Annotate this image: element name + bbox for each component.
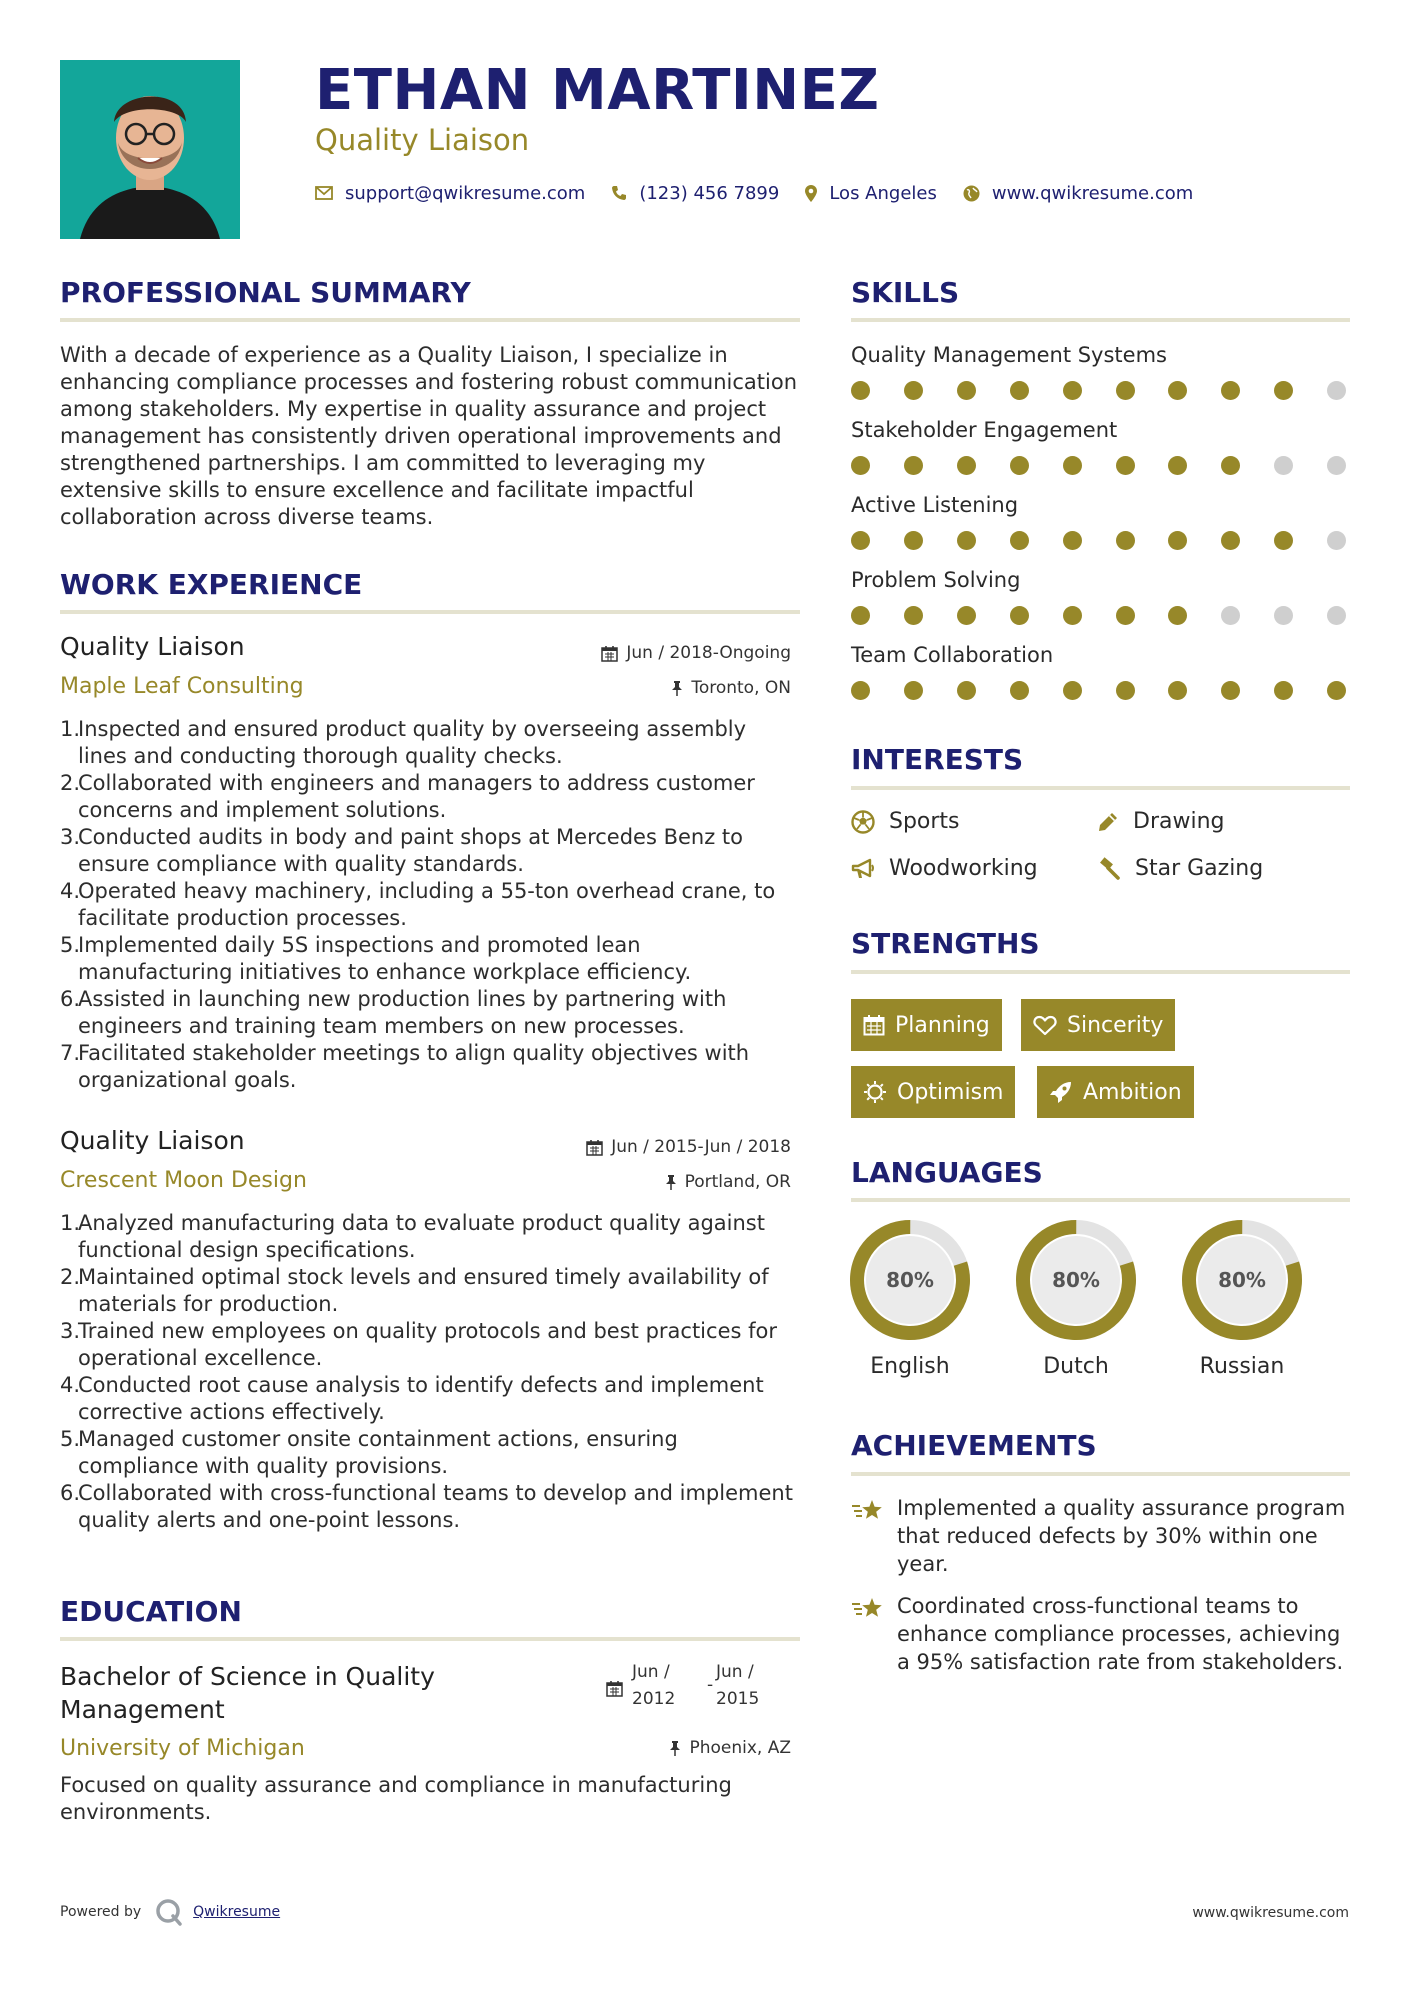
skill-dot-filled <box>957 456 976 475</box>
calendar-icon <box>606 1680 623 1697</box>
shooting-star-icon <box>851 1498 885 1524</box>
language-percent: 80% <box>1052 1268 1100 1292</box>
skill-dot-filled <box>1274 381 1293 400</box>
job-1-title: Quality Liaison <box>60 632 245 661</box>
skill-dot-empty <box>1274 606 1293 625</box>
skill-dot-filled <box>1063 531 1082 550</box>
skill-dot-empty <box>1327 606 1346 625</box>
education-end-month: Jun / <box>716 1662 754 1682</box>
skill-dot-filled <box>1168 681 1187 700</box>
language-dutch <box>1014 1218 1138 1379</box>
summary-text: With a decade of experience as a Quality Liaison, I specialize in enhancing compliance processes and fostering robust communication among stakeholders. My expertise in quality assurance and project management has consistently driven operational improvements and strengthened partnerships. I am committed to leveraging my extensive skills to ensure excellence and facilitate impactful collaboration across diverse teams. <box>60 343 798 529</box>
strength-label: Optimism <box>897 1079 1004 1105</box>
skill-dot-filled <box>1063 681 1082 700</box>
contact-email[interactable] <box>315 183 585 204</box>
calendar-icon <box>863 1014 885 1036</box>
skill-dot-filled <box>904 531 923 550</box>
skill-dot-empty <box>1274 456 1293 475</box>
sun-icon <box>863 1080 887 1104</box>
job-2-company: Crescent Moon Design <box>60 1168 307 1193</box>
phone-icon <box>611 185 627 201</box>
list-item: Collaborated with engineers and managers to address customer concerns and implement solutions. <box>78 771 755 822</box>
achievement-item <box>851 1494 1351 1578</box>
rocket-icon <box>1049 1080 1073 1104</box>
language-ring <box>1180 1218 1304 1342</box>
skill-dot-filled <box>1010 681 1029 700</box>
achievements-heading: ACHIEVEMENTS <box>851 1429 1097 1462</box>
experience-divider <box>60 610 800 614</box>
list-item: Inspected and ensured product quality by overseeing assembly lines and conducting thorough quality checks. <box>78 717 747 768</box>
interest-sports <box>851 809 960 834</box>
skill-dot-filled <box>1116 381 1135 400</box>
skill-dot-filled <box>1168 531 1187 550</box>
skills-divider <box>851 318 1350 322</box>
job-2-dates-text: Jun / 2015-Jun / 2018 <box>611 1137 791 1157</box>
pushpin-icon <box>671 680 683 697</box>
interest-drawing <box>1097 809 1224 834</box>
pushpin-icon <box>665 1174 677 1191</box>
skill-dot-filled <box>851 456 870 475</box>
list-item: Operated heavy machinery, including a 55-ton overhead crane, to facilitate production processes. <box>78 879 776 930</box>
skill-name: Stakeholder Engagement <box>851 418 1118 442</box>
powered-by-label: Powered by <box>60 1904 142 1920</box>
job-2-dates <box>586 1137 791 1157</box>
list-item: Maintained optimal stock levels and ensured timely availability of materials for production. <box>78 1265 769 1316</box>
megaphone-icon <box>851 858 875 880</box>
interest-label: Woodworking <box>889 856 1038 881</box>
skill-dot-filled <box>904 681 923 700</box>
contact-website[interactable] <box>963 183 1193 204</box>
strengths-heading: STRENGTHS <box>851 927 1040 960</box>
strength-label: Sincerity <box>1067 1012 1164 1038</box>
language-name: Russian <box>1199 1354 1285 1379</box>
achievement-text: Coordinated cross-functional teams to enhance compliance processes, achieving a 95% satisfaction rate from stakeholders. <box>897 1594 1344 1674</box>
list-item: Managed customer onsite containment actions, ensuring compliance with quality provisions. <box>78 1427 678 1478</box>
skill-dot-filled <box>1221 381 1240 400</box>
job-2-location-text: Portland, OR <box>684 1172 791 1192</box>
qwikresume-logo-icon <box>155 1898 183 1926</box>
skill-dot-filled <box>851 606 870 625</box>
gavel-icon <box>1097 857 1121 881</box>
candidate-name: ETHAN MARTINEZ <box>315 58 880 123</box>
achievements-divider <box>851 1472 1350 1476</box>
interests-heading: INTERESTS <box>851 743 1024 776</box>
candidate-role: Quality Liaison <box>315 123 530 157</box>
skill-rating <box>851 456 1351 476</box>
skill-dot-filled <box>957 606 976 625</box>
skill-dot-filled <box>904 381 923 400</box>
skill-dot-filled <box>1168 381 1187 400</box>
skill-dot-filled <box>1327 681 1346 700</box>
skill-name: Active Listening <box>851 493 1019 517</box>
experience-heading: WORK EXPERIENCE <box>60 568 363 601</box>
qwikresume-link[interactable]: Qwikresume <box>193 1904 281 1920</box>
language-name: Dutch <box>1043 1354 1109 1379</box>
education-start-year: 2012 <box>632 1689 676 1709</box>
summary-heading: PROFESSIONAL SUMMARY <box>60 276 471 309</box>
skill-dot-filled <box>1274 681 1293 700</box>
skill-dot-filled <box>957 681 976 700</box>
calendar-icon <box>601 645 618 662</box>
profile-photo <box>60 60 240 239</box>
interest-label: Drawing <box>1133 809 1225 834</box>
skill-name: Problem Solving <box>851 568 1021 592</box>
footer-url[interactable]: www.qwikresume.com <box>1192 1905 1349 1921</box>
job-1-location-text: Toronto, ON <box>691 678 791 698</box>
email-text[interactable]: support@qwikresume.com <box>345 182 586 204</box>
pushpin-icon <box>669 1740 681 1757</box>
education-degree <box>60 1660 435 1726</box>
contact-bar <box>315 179 1193 207</box>
achievement-item <box>851 1592 1351 1676</box>
skill-dot-filled <box>851 381 870 400</box>
strengths-divider <box>851 970 1350 974</box>
achievement-text: Implemented a quality assurance program that reduced defects by 30% within one year. <box>897 1496 1346 1576</box>
website-text[interactable]: www.qwikresume.com <box>991 182 1194 204</box>
education-description: Focused on quality assurance and compliance in manufacturing environments. <box>60 1773 732 1824</box>
language-percent: 80% <box>1218 1268 1266 1292</box>
skill-rating <box>851 531 1351 551</box>
skill-dot-empty <box>1327 531 1346 550</box>
skill-name: Team Collaboration <box>851 643 1054 667</box>
skill-dot-filled <box>1010 531 1029 550</box>
education-divider <box>60 1637 800 1641</box>
interest-label: Star Gazing <box>1135 856 1264 881</box>
skill-dot-filled <box>1168 456 1187 475</box>
skill-dot-filled <box>1063 456 1082 475</box>
strength-label: Ambition <box>1083 1079 1182 1105</box>
list-item: Facilitated stakeholder meetings to align quality objectives with organizational goals. <box>78 1041 750 1092</box>
skill-dot-empty <box>1221 606 1240 625</box>
skill-dot-filled <box>1116 456 1135 475</box>
strength-badge-sincerity <box>1021 999 1175 1051</box>
skill-dot-filled <box>1010 381 1029 400</box>
skill-dot-filled <box>1221 531 1240 550</box>
education-end-date <box>716 1659 759 1713</box>
skill-name: Quality Management Systems <box>851 343 1167 367</box>
soccer-ball-icon <box>851 810 875 834</box>
language-ring <box>1014 1218 1138 1342</box>
list-item: Implemented daily 5S inspections and promoted lean manufacturing initiatives to enhance workplace efficiency. <box>78 933 692 984</box>
education-location <box>669 1738 791 1758</box>
skill-dot-filled <box>1221 456 1240 475</box>
interest-woodworking <box>851 856 1038 881</box>
job-1-location <box>671 678 791 698</box>
interest-star-gazing <box>1097 856 1263 881</box>
skill-dot-filled <box>1116 606 1135 625</box>
map-pin-icon <box>805 185 817 202</box>
language-name: English <box>870 1354 950 1379</box>
list-item: Collaborated with cross-functional teams to develop and implement quality alerts and one-point lessons. <box>78 1481 793 1532</box>
list-item: Trained new employees on quality protocols and best practices for operational excellence. <box>78 1319 777 1370</box>
strength-badge-optimism <box>851 1066 1015 1118</box>
summary-divider <box>60 318 800 322</box>
languages-divider <box>851 1198 1350 1202</box>
globe-icon <box>963 185 980 202</box>
degree-line-2: Management <box>60 1695 225 1724</box>
education-start-month: Jun / <box>632 1662 670 1682</box>
strength-label: Planning <box>895 1012 990 1038</box>
contact-location <box>805 183 937 204</box>
skill-dot-filled <box>1221 681 1240 700</box>
skill-dot-filled <box>1010 456 1029 475</box>
education-location-text: Phoenix, AZ <box>689 1738 791 1758</box>
skill-dot-filled <box>957 531 976 550</box>
heart-icon <box>1033 1015 1057 1036</box>
skill-dot-filled <box>1116 531 1135 550</box>
skill-dot-empty <box>1327 381 1346 400</box>
languages-heading: LANGUAGES <box>851 1156 1043 1189</box>
footer-powered-by <box>60 1898 280 1926</box>
job-2-duties <box>60 1210 800 1534</box>
skill-dot-filled <box>851 681 870 700</box>
language-percent: 80% <box>886 1268 934 1292</box>
language-ring <box>848 1218 972 1342</box>
education-end-year: 2015 <box>716 1689 760 1709</box>
skill-rating <box>851 381 1351 401</box>
phone-text[interactable]: (123) 456 7899 <box>639 182 780 204</box>
education-date-dash: - <box>707 1675 714 1695</box>
skill-dot-filled <box>1168 606 1187 625</box>
skill-dot-filled <box>1063 381 1082 400</box>
skill-dot-filled <box>904 456 923 475</box>
job-1-dates <box>601 643 791 663</box>
list-item: Analyzed manufacturing data to evaluate product quality against functional design specifications. <box>78 1211 765 1262</box>
education-start-date <box>632 1659 675 1713</box>
job-1-company: Maple Leaf Consulting <box>60 674 304 699</box>
strength-badge-planning <box>851 999 1002 1051</box>
shooting-star-icon <box>851 1596 885 1622</box>
list-item: Conducted root cause analysis to identify defects and implement corrective actions effectively. <box>78 1373 764 1424</box>
strength-badge-ambition <box>1037 1066 1194 1118</box>
degree-line-1: Bachelor of Science in Quality <box>60 1662 435 1691</box>
skill-dot-filled <box>1010 606 1029 625</box>
contact-phone[interactable] <box>611 183 779 204</box>
language-english <box>848 1218 972 1379</box>
skill-dot-filled <box>1274 531 1293 550</box>
education-school: University of Michigan <box>60 1736 305 1761</box>
skill-dot-filled <box>1116 681 1135 700</box>
job-1-dates-text: Jun / 2018-Ongoing <box>626 643 791 663</box>
education-heading: EDUCATION <box>60 1595 242 1628</box>
envelope-icon <box>315 186 333 200</box>
list-item: Conducted audits in body and paint shops at Mercedes Benz to ensure compliance with quality standards. <box>78 825 744 876</box>
skill-dot-empty <box>1327 456 1346 475</box>
pencil-icon <box>1097 811 1119 833</box>
location-text: Los Angeles <box>829 182 937 204</box>
job-2-location <box>665 1172 791 1192</box>
skill-dot-filled <box>957 381 976 400</box>
skill-dot-filled <box>904 606 923 625</box>
language-russian <box>1180 1218 1304 1379</box>
skills-heading: SKILLS <box>851 276 960 309</box>
skill-dot-filled <box>1063 606 1082 625</box>
job-2-title: Quality Liaison <box>60 1126 245 1155</box>
skill-rating <box>851 606 1351 626</box>
calendar-icon <box>586 1139 603 1156</box>
interests-divider <box>851 786 1350 790</box>
skill-dot-filled <box>851 531 870 550</box>
skill-rating <box>851 681 1351 701</box>
job-1-duties <box>60 716 800 1094</box>
interest-label: Sports <box>889 809 960 834</box>
list-item: Assisted in launching new production lines by partnering with engineers and training team members on new processes. <box>78 987 727 1038</box>
